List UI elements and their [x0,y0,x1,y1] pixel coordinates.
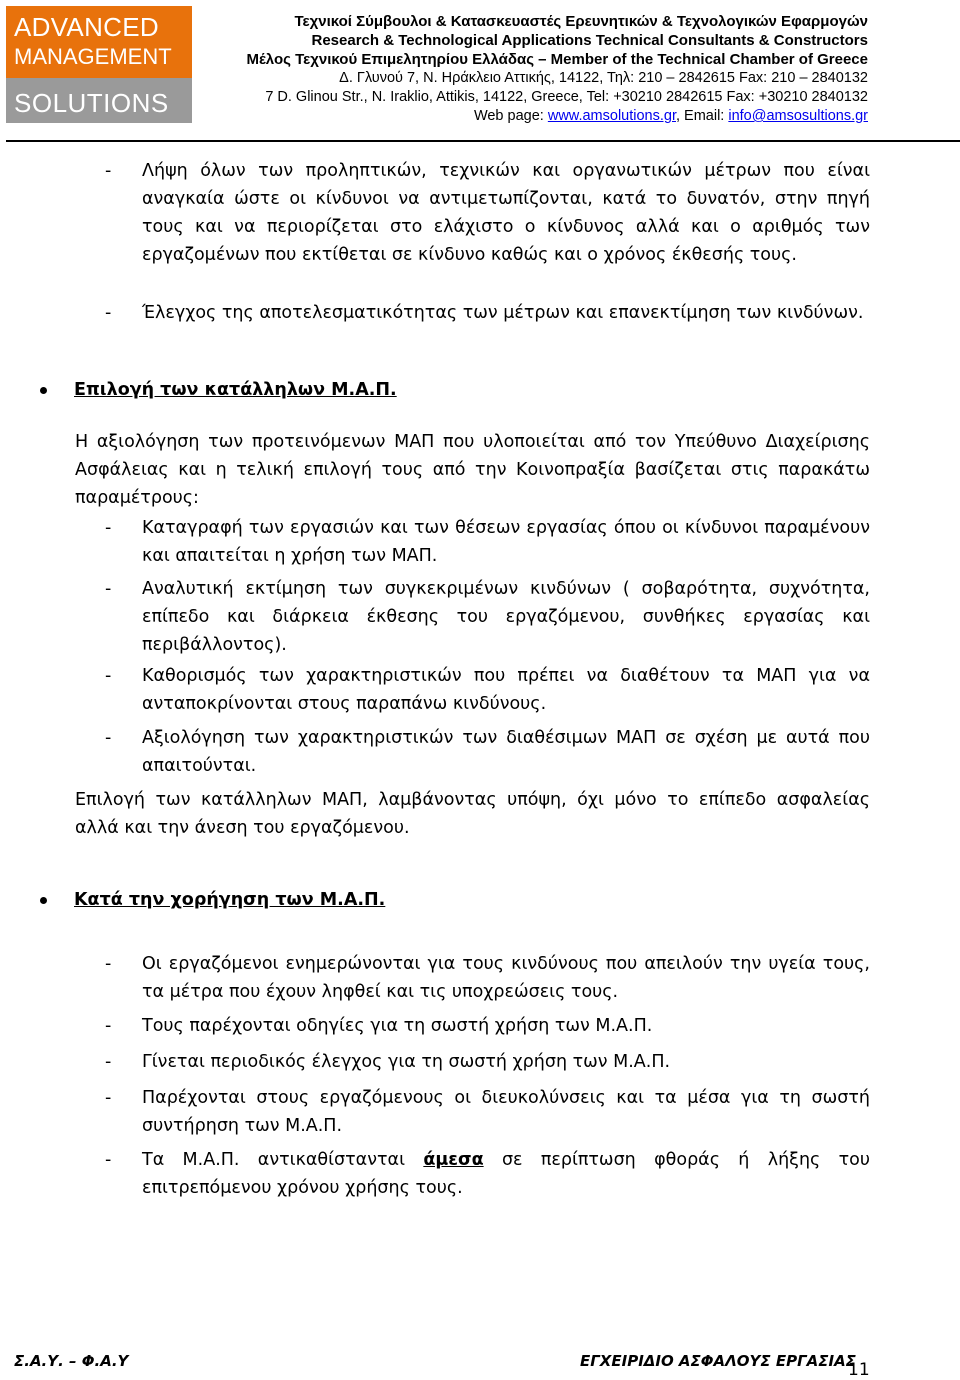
email-label: , Email: [675,108,729,124]
footer-left-label: Σ.Α.Υ. – Φ.Α.Υ [14,1352,129,1370]
header-member: Μέλος Τεχνικού Επιμελητηρίου Ελλάδας – Member of the Technical Chamber of Greece [246,51,868,68]
paragraph: Η αξιολόγηση των προτεινόμενων ΜΑΠ που υλοποιείται από τον Υπεύθυνο Διαχείρισης Ασφάλειας και η τελική επιλογή τους από την Κοινοπραξία βασίζεται στις παρακάτω παραμέτρους: [75,432,870,508]
page-header [0,0,960,146]
footer-title: ΕΓΧΕΙΡΙΔΙΟ ΑΣΦΑΛΟΥΣ ΕΡΓΑΣΙΑΣ [580,1352,856,1370]
paragraph: Επιλογή των κατάλληλων ΜΑΠ, λαμβάνοντας υπόψη, όχι μόνο το επίπεδο ασφαλείας αλλά και την άνεση του εργαζόμενου. [75,790,870,838]
header-address-en: 7 D. Glinou Str., N. Iraklio, Attikis, 14122, Greece, Tel: +30210 2842615 Fax: +30210 2840132 [265,89,868,105]
dash-marker: - [105,579,112,599]
header-en-title: Research & Technological Applications Technical Consultants & Constructors [311,32,868,49]
list-item-text: Οι εργαζόμενοι ενημερώνονται για τους κινδύνους που απειλούν την υγεία τους, τα μέτρα που έχουν ληφθεί και τις υποχρεώσεις τους. [142,954,870,1002]
section-heading-text: Επιλογή των κατάλληλων Μ.Α.Π. [74,380,397,400]
list-item-text: Έλεγχος της αποτελεσματικότητας των μέτρων και επανεκτίμηση των κινδύνων. [142,303,864,323]
email-link[interactable]: info@amsosultions.gr [728,108,868,124]
list-item-text: Καταγραφή των εργασιών και των θέσεων εργασίας όπου οι κίνδυνοι παραμένουν και απαιτείται η χρήση των ΜΑΠ. [142,518,870,566]
list-item-text: Τους παρέχονται οδηγίες για τη σωστή χρήση των Μ.Α.Π. [142,1016,653,1036]
header-info [148,12,868,126]
list-item [105,1146,870,1202]
web-link[interactable]: www.amsolutions.gr [547,108,676,124]
section-heading-provision [40,886,385,914]
list-item [105,514,870,570]
dash-marker: - [105,728,112,748]
logo-text-advanced: ADVANCED [14,12,159,42]
dash-marker: - [105,303,112,323]
header-address-gr: Δ. Γλυνού 7, Ν. Ηράκλειο Αττικής, 14122, Τηλ: 210 – 2842615 Fax: 210 – 2840132 [339,70,868,86]
list-item [105,157,870,269]
section-heading-selection [40,376,397,404]
page-number: 11 [848,1360,870,1380]
list-item [105,662,870,718]
bullet-icon [40,897,47,904]
header-contact [148,107,868,126]
list-item-text: Γίνεται περιοδικός έλεγχος για τη σωστή χρήση των Μ.Α.Π. [142,1052,671,1072]
list-item-text: Παρέχονται στους εργαζόμενους οι διευκολύνσεις και τα μέσα για τη σωστή συντήρηση των Μ.Α.Π. [142,1088,870,1136]
dash-marker: - [105,1052,112,1072]
text-run: Τα Μ.Α.Π. αντικαθίστανται [142,1150,424,1170]
dash-marker: - [105,161,112,181]
list-item-text: Καθορισμός των χαρακτηριστικών που πρέπει να διαθέτουν τα ΜΑΠ για να ανταποκρίνονται στους παραπάνω κινδύνους. [142,666,870,714]
logo-text-management: MANAGEMENT [14,44,172,69]
web-label: Web page: [473,108,548,124]
dash-marker: - [105,1088,112,1108]
list-item [105,950,870,1006]
list-item-text: Λήψη όλων των προληπτικών, τεχνικών και οργανωτικών μέτρων που είναι αναγκαία ώστε οι κίνδυνοι να αντιμετωπίζονται, κατά το δυνατόν, στην πηγή τους και να περιορίζεται στο ελάχιστο ο κίνδυνος αλλά και ο αριθμός των εργαζομένων που εκτίθεται σε κίνδυνο καθώς και ο χρόνος έκθεσής τους. [142,161,870,265]
list-item [105,724,870,780]
dash-marker: - [105,518,112,538]
emphasis-text: άμεσα [423,1150,484,1170]
dash-marker: - [105,1150,112,1170]
header-divider [6,140,960,142]
list-item [105,575,870,659]
dash-marker: - [105,954,112,974]
list-item-text: Αναλυτική εκτίμηση των συγκεκριμένων κινδύνων ( σοβαρότητα, συχνότητα, επίπεδο και διάρκεια έκθεσης του εργαζόμενου, συνθήκες εργασίας και περιβάλλοντος). [142,579,870,655]
bullet-icon [40,387,47,394]
list-item [105,1012,870,1040]
text-run: σε περίπτωση φθοράς ή λήξης του επιτρεπόμενου χρόνου χρήσης τους. [142,1150,871,1198]
list-item-text: Αξιολόγηση των χαρακτηριστικών των διαθέσιμων ΜΑΠ σε σχέση με αυτά που απαιτούνται. [142,728,870,776]
dash-marker: - [105,666,112,686]
list-item-text [142,1146,870,1202]
list-item [105,299,870,327]
dash-marker: - [105,1016,112,1036]
logo-text-solutions: SOLUTIONS [14,88,169,118]
list-item [105,1084,870,1140]
list-item [105,1048,870,1076]
section-heading-text: Κατά την χορήγηση των Μ.Α.Π. [74,890,386,910]
header-gr-title: Τεχνικοί Σύμβουλοι & Κατασκευαστές Ερευνητικών & Τεχνολογικών Εφαρμογών [294,13,868,30]
